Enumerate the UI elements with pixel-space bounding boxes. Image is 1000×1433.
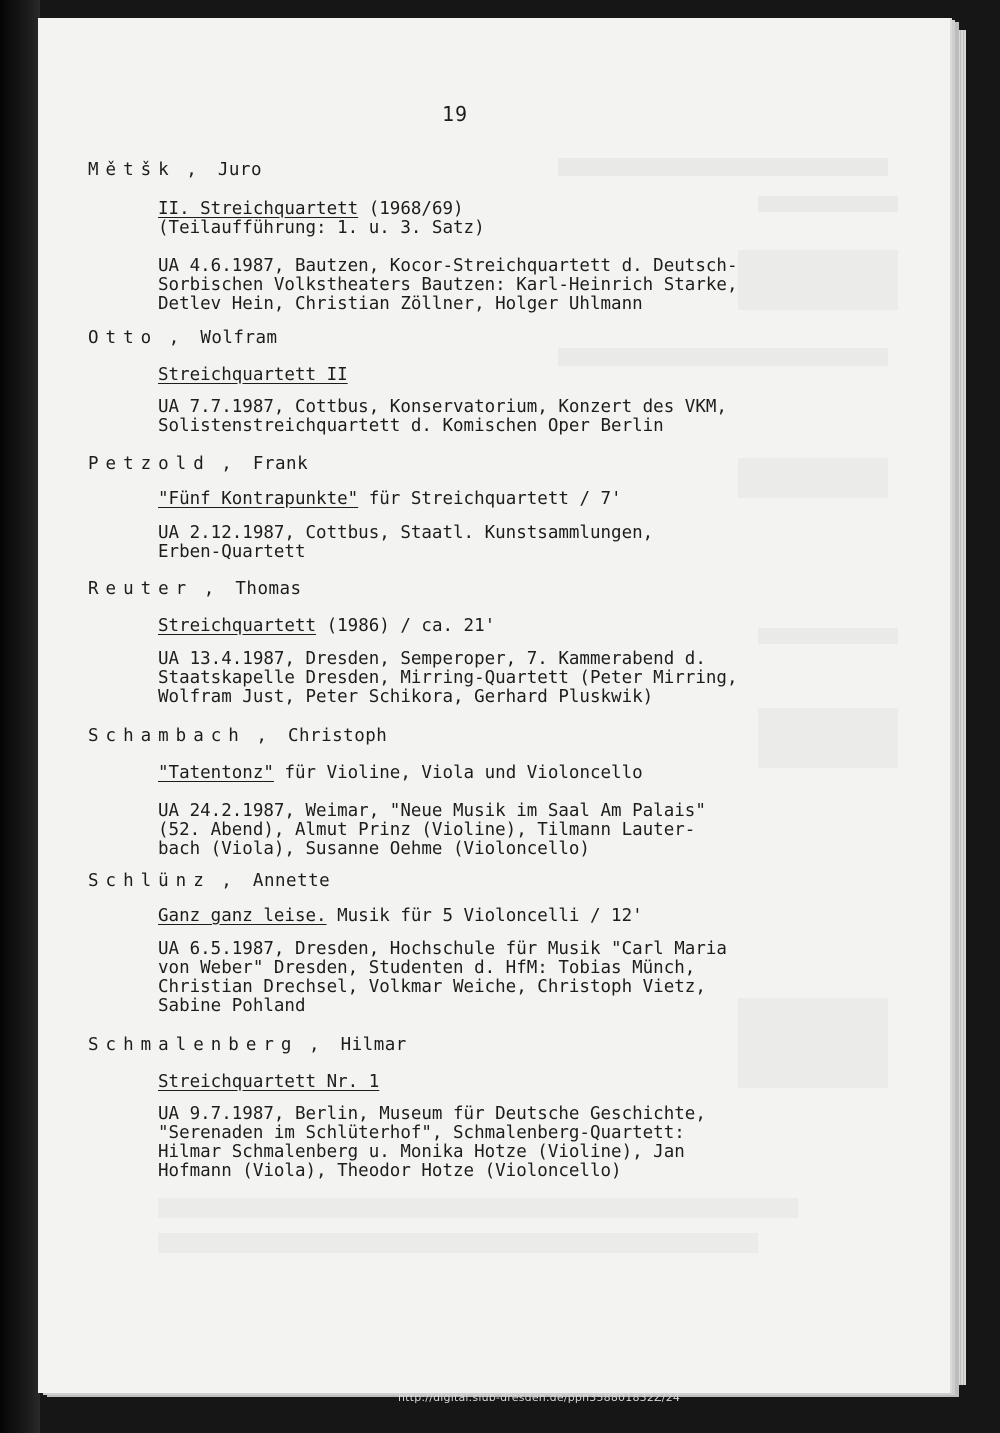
work-title-line — [158, 200, 858, 238]
composer-given-name: Wolfram — [200, 328, 278, 348]
composer-surname: Schmalenberg — [88, 1035, 299, 1055]
premiere-line: Christian Drechsel, Volkmar Weiche, Christoph Vietz, — [158, 977, 706, 997]
work-title-line — [158, 1073, 858, 1092]
composer-given-name: Frank — [252, 454, 309, 474]
work-title-line — [158, 617, 858, 636]
work-details: (1986) / ca. 21' — [316, 616, 496, 636]
composer-surname: Mětšk — [88, 160, 176, 180]
premiere-details — [158, 398, 858, 436]
work-title-line — [158, 907, 858, 926]
premiere-line: Hofmann (Viola), Theodor Hotze (Violoncello) — [158, 1161, 622, 1181]
work-details: für Streichquartett / 7' — [358, 489, 622, 509]
work-title: "Fünf Kontrapunkte" — [158, 489, 359, 509]
premiere-line: UA 6.5.1987, Dresden, Hochschule für Musik "Carl Maria — [158, 939, 727, 959]
premiere-line: bach (Viola), Susanne Oehme (Violoncello) — [158, 839, 590, 859]
composer-given-name: Annette — [252, 871, 331, 891]
premiere-line: Detlev Hein, Christian Zöllner, Holger Uhlmann — [158, 294, 643, 314]
page-stack-edge — [952, 30, 966, 1385]
premiere-details — [158, 802, 858, 859]
composer-surname: Schambach — [88, 726, 246, 746]
composer-name: Schmalenberg , Hilmar — [88, 1035, 407, 1055]
premiere-line: UA 13.4.1987, Dresden, Semperoper, 7. Kammerabend d. — [158, 649, 706, 669]
work-title: Streichquartett II — [158, 365, 348, 385]
premiere-line: UA 4.6.1987, Bautzen, Kocor-Streichquartett d. Deutsch- — [158, 256, 738, 276]
premiere-line: Sabine Pohland — [158, 996, 306, 1016]
premiere-line: (52. Abend), Almut Prinz (Violine), Tilmann Lauter- — [158, 820, 696, 840]
composer-name: Reuter , Thomas — [88, 579, 302, 599]
source-url: http://digital.slub-dresden.de/ppn358801832Z/24 — [398, 1391, 681, 1404]
premiere-details — [158, 940, 858, 1016]
composer-given-name: Hilmar — [340, 1035, 407, 1055]
work-details: für Violine, Viola und Violoncello — [273, 763, 643, 783]
premiere-line: UA 24.2.1987, Weimar, "Neue Musik im Saal Am Palais" — [158, 801, 706, 821]
premiere-details — [158, 650, 858, 707]
work-title: II. Streichquartett — [158, 199, 359, 219]
premiere-line: von Weber" Dresden, Studenten d. HfM: Tobias Münch, — [158, 958, 696, 978]
premiere-line: Solistenstreichquartett d. Komischen Oper Berlin — [158, 416, 664, 436]
document-page — [38, 18, 950, 1393]
work-title: Streichquartett — [158, 616, 317, 636]
premiere-line: Erben-Quartett — [158, 542, 306, 562]
work-details: (1968/69) (Teilaufführung: 1. u. 3. Satz) — [158, 199, 485, 238]
composer-given-name: Christoph — [287, 726, 388, 746]
composer-surname: Petzold — [88, 454, 211, 474]
premiere-details — [158, 1105, 858, 1181]
composer-given-name: Thomas — [235, 579, 302, 599]
premiere-details — [158, 257, 858, 314]
composer-name: Schambach , Christoph — [88, 726, 388, 746]
work-details: Musik für 5 Violoncelli / 12' — [326, 906, 643, 926]
work-title: "Tatentonz" — [158, 763, 274, 783]
book-spine — [0, 0, 40, 1433]
premiere-line: UA 7.7.1987, Cottbus, Konservatorium, Konzert des VKM, — [158, 397, 727, 417]
page-number: 19 — [442, 102, 469, 126]
premiere-line: Wolfram Just, Peter Schikora, Gerhard Pluskwik) — [158, 687, 654, 707]
work-title: Ganz ganz leise. — [158, 906, 327, 926]
premiere-line: Sorbischen Volkstheaters Bautzen: Karl-Heinrich Starke, — [158, 275, 738, 295]
composer-name: Schlünz , Annette — [88, 871, 331, 891]
composer-surname: Schlünz — [88, 871, 211, 891]
premiere-line: Hilmar Schmalenberg u. Monika Hotze (Violine), Jan — [158, 1142, 685, 1162]
premiere-details — [158, 524, 858, 562]
composer-surname: Reuter — [88, 579, 194, 599]
premiere-line: UA 9.7.1987, Berlin, Museum für Deutsche Geschichte, — [158, 1104, 706, 1124]
premiere-line: "Serenaden im Schlüterhof", Schmalenberg-Quartett: — [158, 1123, 685, 1143]
composer-name: Mětšk , Juro — [88, 160, 262, 180]
premiere-line: UA 2.12.1987, Cottbus, Staatl. Kunstsammlungen, — [158, 523, 654, 543]
composer-name: Otto , Wolfram — [88, 328, 278, 348]
work-title-line — [158, 366, 858, 385]
work-title-line — [158, 490, 858, 509]
work-title: Streichquartett Nr. 1 — [158, 1072, 380, 1092]
composer-surname: Otto — [88, 328, 159, 348]
composer-name: Petzold , Frank — [88, 454, 309, 474]
composer-given-name: Juro — [217, 160, 262, 180]
work-title-line — [158, 764, 858, 783]
premiere-line: Staatskapelle Dresden, Mirring-Quartett (Peter Mirring, — [158, 668, 738, 688]
